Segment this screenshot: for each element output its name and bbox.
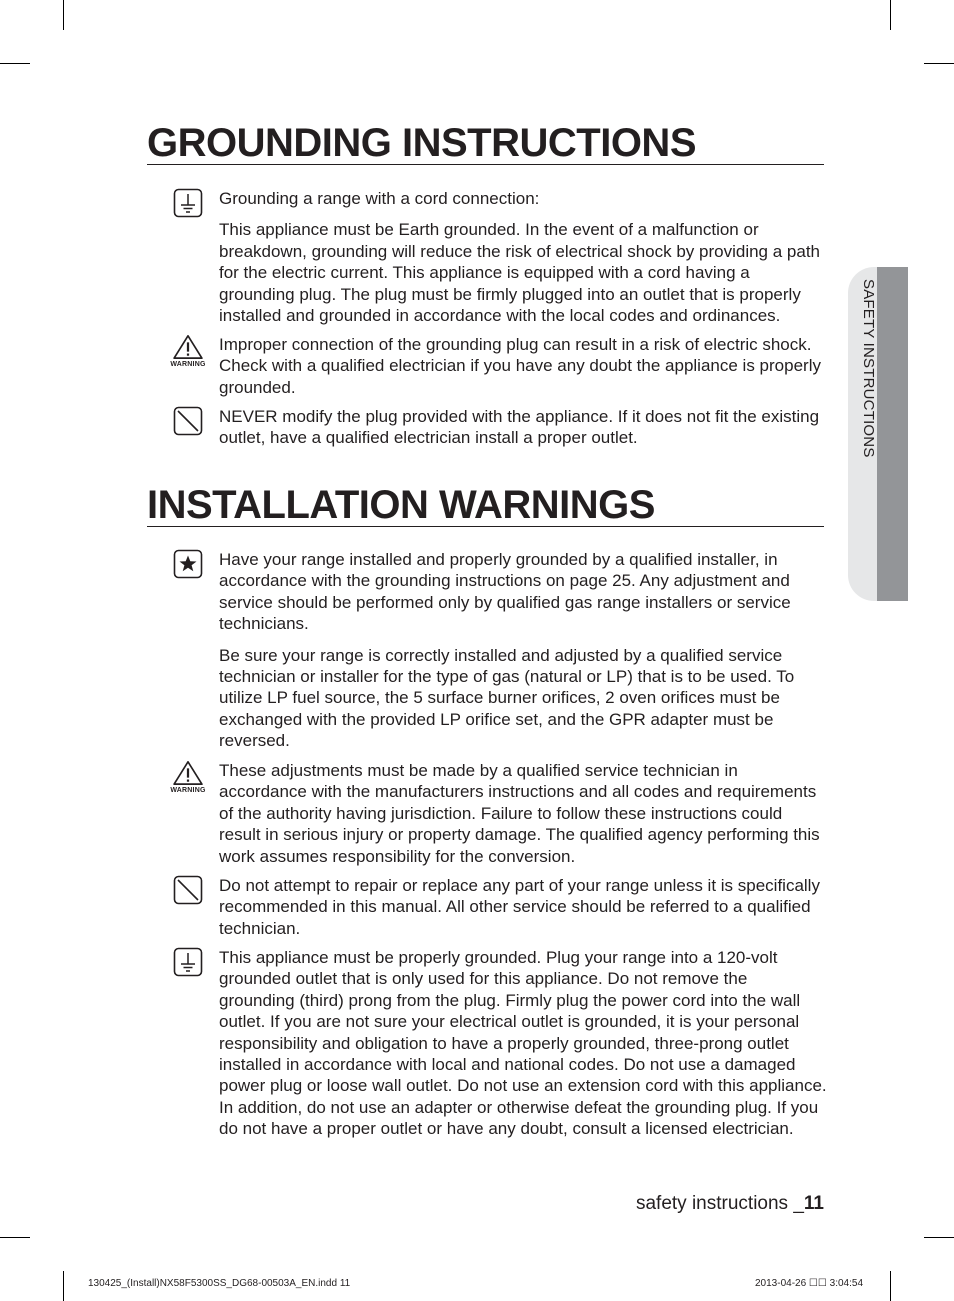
ground-icon	[166, 188, 210, 222]
warning-icon-group	[166, 760, 210, 794]
paragraph: Grounding a range with a cord connection:	[219, 189, 540, 208]
installation-text	[219, 549, 827, 752]
crop-mark	[924, 1237, 954, 1238]
paragraph: Be sure your range is correctly installed and adjusted by a qualified service technician or installer for the type of gas (natural or LP) that is to be used. To utilize LP fuel source, the 5 surface burner orifices, 2 oven orifices must be exchanged with the provided LP orifice set, and the GPR adapter must be reversed.	[219, 645, 795, 751]
prohibition-text: NEVER modify the plug provided with the appliance. If it does not fit the existing outlet, have a qualified electrician install a proper outlet.	[219, 407, 820, 448]
print-slug-file: 130425_(Install)NX58F5300SS_DG68-00503A_EN.indd 11	[88, 1278, 351, 1289]
print-slug-date: 2013-04-26 ☐☐ 3:04:54	[755, 1278, 864, 1289]
crop-mark	[890, 1271, 891, 1301]
installation-heading: INSTALLATION WARNINGS	[147, 484, 824, 527]
grounding-heading: GROUNDING INSTRUCTIONS	[147, 122, 824, 165]
crop-mark	[0, 1237, 30, 1238]
warning-icon-group	[166, 334, 210, 368]
crop-mark	[890, 0, 891, 30]
warning-label: WARNING	[170, 361, 206, 368]
crop-mark	[63, 0, 64, 30]
page-number: 11	[803, 1193, 824, 1214]
prohibition-icon	[166, 875, 210, 909]
ground-icon	[166, 947, 210, 981]
warning-text: These adjustments must be made by a qualified service technician in accordance with the manufacturers instructions and all codes and requirements of the authority having jurisdiction. Failure to follow these instructions could result in serious injury or property damage. The qualified agency performing this work assumes responsibility for the conversion.	[219, 761, 820, 866]
warning-label: WARNING	[170, 787, 206, 794]
prohibition-text: Do not attempt to repair or replace any part of your range unless it is specifically recommended in this manual. All other service should be referred to a qualified technician.	[219, 876, 820, 938]
ground-text: This appliance must be properly grounded. Plug your range into a 120-volt grounded outlet that is only used for this appliance. Do not remove the grounding (third) prong from the plug. Firmly plug the power cord into the wall outlet. If you are not sure your electrical outlet is grounded, it is your personal responsibility and obligation to have a properly grounded, three-prong outlet installed in accordance with local and national codes. Do not use a damaged power plug or loose wall outlet. Do not use an extension cord with this appliance. In addition, do not use an adapter or otherwise defeat the grounding plug. If you do not have a proper outlet or have any doubt, consult a licensed electrician.	[219, 948, 827, 1139]
paragraph: This appliance must be Earth grounded. In the event of a malfunction or breakdown, grounding will reduce the risk of electrical shock by providing a path for the electric current. This appliance is equipped with a cord having a grounding plug. The plug must be firmly plugged into an outlet that is properly installed and grounded in accordance with the local codes and ordinances.	[219, 220, 820, 326]
grounding-text	[219, 188, 827, 326]
warning-triangle-icon	[171, 334, 205, 360]
star-icon	[166, 549, 210, 583]
crop-mark	[0, 63, 30, 64]
section-side-tab	[848, 267, 908, 601]
page-footer	[636, 1193, 824, 1215]
warning-triangle-icon	[171, 760, 205, 786]
side-tab-bar	[877, 267, 908, 601]
footer-section: safety instructions _	[635, 1193, 804, 1214]
side-tab-label: SAFETY INSTRUCTIONS	[860, 279, 877, 458]
prohibition-icon	[166, 406, 210, 440]
crop-mark	[63, 1271, 64, 1301]
warning-text: Improper connection of the grounding plug can result in a risk of electric shock. Check with a qualified electrician if you have any doubt the appliance is properly grounded.	[219, 335, 821, 397]
paragraph: Have your range installed and properly grounded by a qualified installer, in accordance with the grounding instructions on page 25. Any adjustment and service should be performed only by qualified gas range installers or service technicians.	[219, 550, 791, 634]
crop-mark	[924, 63, 954, 64]
